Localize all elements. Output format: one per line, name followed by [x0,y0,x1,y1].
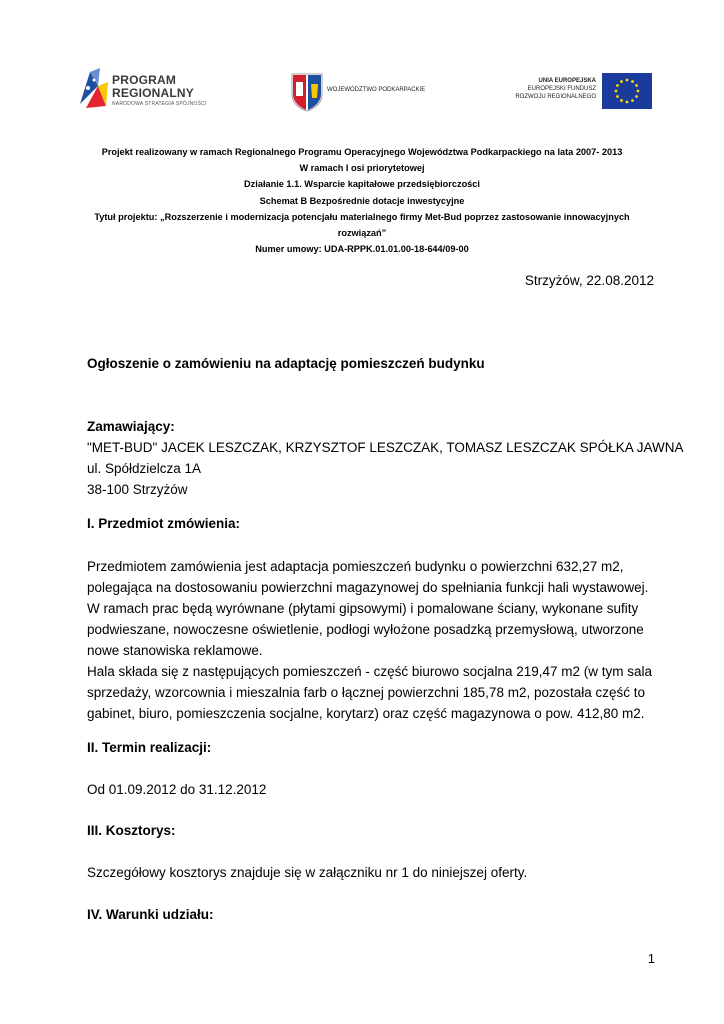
eu-text [515,77,596,101]
wojewodztwo-logo [290,72,460,112]
program-regionalny-logo [76,66,226,116]
program-regionalny-emblem-icon [76,66,110,112]
eu-star-icon [635,95,638,98]
section1-line: polegająca na dostosowaniu powierzchni magazynowej do spełniania funkcji hali wystawowej. [87,580,649,595]
zamawiajacy-street: ul. Spółdzielcza 1A [87,461,202,476]
section1-line: Przedmiotem zamówienia jest adaptacja pomieszczeń budynku o powierzchni 632,27 m2, [87,559,624,574]
header-line5: Tytuł projektu: „Rozszerzenie i modernizacja potencjału materialnego firmy Met-Bud poprzez zastosowanie innowacyjnych [94,211,630,222]
wojewodztwo-text: WOJEWÓDZTWO PODKARPACKIE [327,87,426,93]
section1-heading: I. Przedmiot zmówienia: [87,516,241,531]
section3-heading: III. Kosztorys: [87,823,176,838]
eu-star-icon [620,80,623,83]
zamawiajacy-city: 38-100 Strzyżów [87,482,188,497]
document-date: Strzyżów, 22.08.2012 [524,273,654,288]
section2-heading-block [87,737,667,758]
section4-heading-block [87,904,667,925]
section1-body [87,556,667,724]
zamawiajacy-name: "MET-BUD" JACEK LESZCZAK, KRZYSZTOF LESZCZAK, TOMASZ LESZCZAK SPÓŁKA JAWNA [87,440,684,455]
eu-star-icon [626,79,629,82]
project-header [60,144,664,257]
eu-star-icon [637,90,640,93]
eu-star-icon [635,84,638,87]
header-line3: Działanie 1.1. Wsparcie kapitałowe przedsiębiorczości [244,179,480,190]
zamawiajacy-block [87,416,684,500]
section1-line: Hala składa się z następujących pomieszczeń - część biurowo socjalna 219,47 m2 (w tym sala [87,664,653,679]
section3-heading-block [87,820,667,841]
eu-flag-icon [602,73,652,109]
zamawiajacy-heading: Zamawiający: [87,419,175,434]
eu-star-icon [620,99,623,102]
program-regionalny-line1: PROGRAM [112,73,177,87]
logos-bar [0,64,724,120]
section1-line: W ramach prac będą wyrównane (płytami gipsowymi) i pomalowane ściany, wykonane sufity [87,601,639,616]
eu-star-icon [616,84,619,87]
section4-heading: IV. Warunki udziału: [87,907,214,922]
header-line6: rozwiązań” [337,228,387,239]
section2-text: Od 01.09.2012 do 31.12.2012 [87,782,267,797]
section3-body [87,862,667,883]
eu-star-icon [626,101,629,104]
document-title: Ogłoszenie o zamówieniu na adaptację pomieszczeń budynku [87,356,485,371]
eu-star-icon [616,95,619,98]
page-number: 1 [647,951,655,966]
section2-heading: II. Termin realizacji: [87,740,212,755]
program-regionalny-line3: NARODOWA STRATEGIA SPÓJNOŚCI [112,101,207,107]
eu-logo [500,73,652,111]
program-regionalny-line2: REGIONALNY [112,86,195,100]
section1-line: nowe stanowiska reklamowe. [87,643,263,658]
eu-line1: UNIA EUROPEJSKA [538,78,596,84]
coat-of-arms-icon [290,72,324,112]
eu-line2: EUROPEJSKI FUNDUSZ [527,86,596,92]
eu-line3: ROZWOJU REGIONALNEGO [515,94,596,100]
section2-body [87,779,667,800]
header-line7: Numer umowy: UDA-RPPK.01.01.00-18-644/09-00 [255,244,469,255]
eu-star-icon [631,99,634,102]
section1-line: podwieszane, nowoczesne oświetlenie, podłogi wyłożone posadzką przemysłową, utworzone [87,622,644,637]
header-line1: Projekt realizowany w ramach Regionalnego Programu Operacyjnego Województwa Podkarpackiego na lata 2007- 2013 [101,147,623,157]
eu-star-icon [615,90,618,93]
eu-star-icon [631,80,634,83]
header-line2: W ramach I osi priorytetowej [299,163,425,174]
section3-text: Szczegółowy kosztorys znajduje się w załączniku nr 1 do niniejszej oferty. [87,865,528,880]
section1-line: gabinet, biuro, pomieszczenia socjalne, korytarz) oraz część magazynowa o pow. 412,80 m2. [87,706,645,721]
section1-heading-block [87,513,667,534]
header-line4: Schemat B Bezpośrednie dotacje inwestycyjne [259,195,465,206]
section1-line: sprzedaży, wzorcownia i mieszalnia farb o łącznej powierzchni 185,78 m2, pozostała część to [87,685,646,700]
